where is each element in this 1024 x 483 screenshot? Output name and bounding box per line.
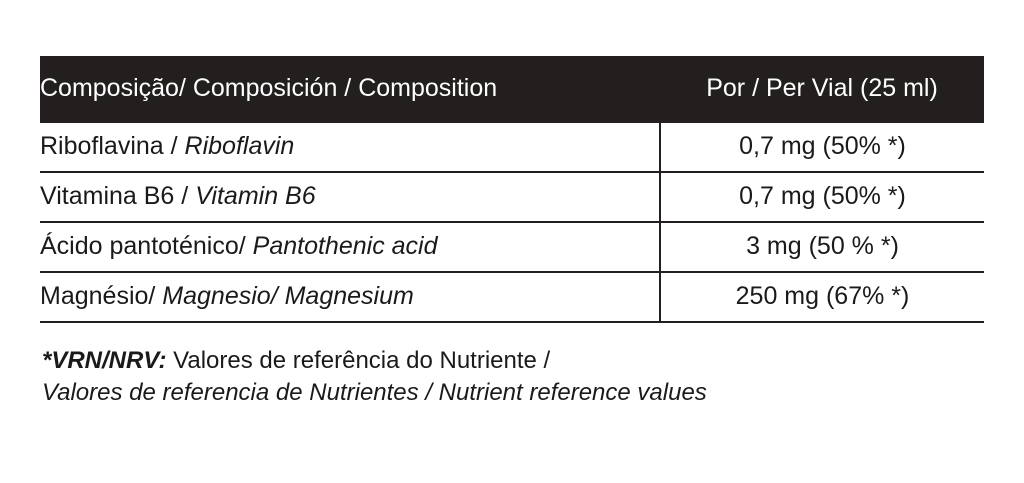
nutrient-value-cell: 250 mg (67% *) [660, 272, 984, 322]
nutrient-value-cell: 0,7 mg (50% *) [660, 172, 984, 222]
nutrient-value-cell: 3 mg (50 % *) [660, 222, 984, 272]
table-row [40, 272, 984, 322]
nutrient-value-cell: 0,7 mg (50% *) [660, 123, 984, 172]
footnote-line-2: Valores de referencia de Nutrientes / Nutrient reference values [42, 378, 707, 406]
nutrient-name-italic: Pantothenic acid [252, 232, 438, 260]
column-header-per-vial: Por / Per Vial (25 ml) [660, 56, 984, 123]
table-header-row [40, 56, 984, 123]
nutrient-name-cell [40, 222, 660, 272]
table-row [40, 123, 984, 172]
nutrient-name-italic: Magnesio/ Magnesium [162, 282, 414, 310]
table-row [40, 172, 984, 222]
table-header [40, 56, 984, 123]
footnote-line-1 [42, 345, 984, 377]
nutrient-name-italic: Riboflavin [184, 132, 295, 160]
nutrition-table [40, 56, 984, 323]
nutrient-name-primary: Vitamina B6 / [40, 182, 196, 210]
nutrient-name-cell [40, 172, 660, 222]
footnote [40, 345, 984, 409]
nutrient-name-primary: Magnésio/ [40, 282, 163, 310]
table-body [40, 123, 984, 322]
footnote-line-1-text: Valores de referência do Nutriente / [166, 347, 551, 374]
nutrient-name-cell [40, 272, 660, 322]
column-header-composition: Composição/ Composición / Composition [40, 56, 660, 123]
nutrient-name-primary: Ácido pantoténico/ [40, 232, 253, 260]
nutrient-name-primary: Riboflavina / [40, 132, 185, 160]
footnote-label: *VRN/NRV: [42, 347, 167, 374]
nutrient-name-cell [40, 123, 660, 172]
table-row [40, 222, 984, 272]
nutrient-name-italic: Vitamin B6 [195, 182, 316, 210]
